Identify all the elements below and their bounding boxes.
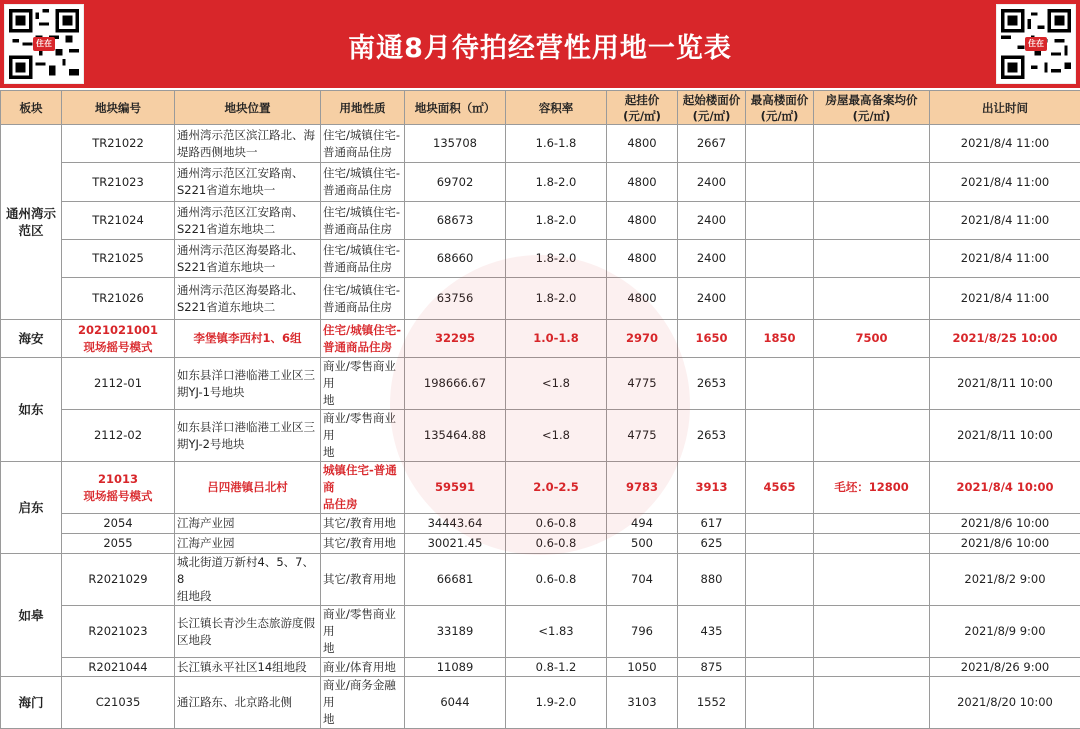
table-row [1, 677, 1080, 729]
start-price-cell: 4775 [607, 410, 678, 462]
lot-area-cell: 69702 [405, 163, 506, 202]
start-price-cell: 4800 [607, 163, 678, 202]
max-record-price-cell [814, 358, 930, 410]
land-usage-cell: 其它/教育用地 [321, 554, 405, 606]
max-record-price-cell [814, 163, 930, 202]
land-table-container [0, 90, 1080, 681]
table-row [1, 658, 1080, 677]
qr-logo-badge: 住在 [1025, 37, 1047, 51]
lot-id-cell: TR21022 [62, 125, 175, 163]
land-usage-cell: 住宅/城镇住宅- 普通商品住房 [321, 202, 405, 240]
auction-time-cell: 2021/8/11 10:00 [930, 358, 1080, 410]
lot-id-cell: R2021023 [62, 606, 175, 658]
max-floor-price-cell [746, 514, 814, 534]
lot-location-cell: 长江镇永平社区14组地段 [175, 658, 321, 677]
column-header: 最高楼面价 (元/㎡) [746, 91, 814, 125]
table-row [1, 554, 1080, 606]
land-usage-cell: 城镇住宅-普通商 品住房 [321, 462, 405, 514]
column-header: 房屋最高备案均价 (元/㎡) [814, 91, 930, 125]
land-usage-cell: 商业/商务金融用 地 [321, 677, 405, 729]
lot-id-cell: 2054 [62, 514, 175, 534]
table-row [1, 514, 1080, 534]
land-usage-cell: 商业/零售商业用 地 [321, 410, 405, 462]
land-usage-cell: 住宅/城镇住宅- 普通商品住房 [321, 163, 405, 202]
table-row [1, 163, 1080, 202]
start-floor-price-cell: 1552 [678, 677, 746, 729]
lot-id-cell: TR21023 [62, 163, 175, 202]
plot-ratio-cell: 0.6-0.8 [506, 514, 607, 534]
max-floor-price-cell [746, 658, 814, 677]
start-floor-price-cell: 875 [678, 658, 746, 677]
max-record-price-cell [814, 202, 930, 240]
plot-ratio-cell: 0.6-0.8 [506, 534, 607, 554]
lot-area-cell: 63756 [405, 278, 506, 320]
column-header: 用地性质 [321, 91, 405, 125]
lot-location-cell: 如东县洋口港临港工业区三 期YJ-2号地块 [175, 410, 321, 462]
start-price-cell: 2970 [607, 320, 678, 358]
max-record-price-cell [814, 606, 930, 658]
auction-time-cell: 2021/8/25 10:00 [930, 320, 1080, 358]
land-usage-cell: 住宅/城镇住宅- 普通商品住房 [321, 278, 405, 320]
auction-time-cell: 2021/8/4 11:00 [930, 125, 1080, 163]
header-banner [0, 0, 1080, 88]
auction-time-cell: 2021/8/4 10:00 [930, 462, 1080, 514]
auction-time-cell: 2021/8/26 9:00 [930, 658, 1080, 677]
lot-location-cell: 长江镇长青沙生态旅游度假 区地段 [175, 606, 321, 658]
max-record-price-cell [814, 125, 930, 163]
plot-ratio-cell: 2.0-2.5 [506, 462, 607, 514]
auction-time-cell: 2021/8/11 10:00 [930, 410, 1080, 462]
region-cell: 海安 [1, 320, 62, 358]
table-row [1, 320, 1080, 358]
start-floor-price-cell: 2400 [678, 278, 746, 320]
start-floor-price-cell: 2400 [678, 202, 746, 240]
lot-area-cell: 135464.88 [405, 410, 506, 462]
region-cell: 如东 [1, 358, 62, 462]
max-floor-price-cell [746, 163, 814, 202]
start-floor-price-cell: 2400 [678, 240, 746, 278]
plot-ratio-cell: <1.8 [506, 358, 607, 410]
table-row [1, 606, 1080, 658]
auction-time-cell: 2021/8/4 11:00 [930, 163, 1080, 202]
qr-code-right-icon [996, 4, 1076, 84]
plot-ratio-cell: 1.8-2.0 [506, 163, 607, 202]
plot-ratio-cell: <1.8 [506, 410, 607, 462]
lot-id-cell: 2021021001 现场摇号模式 [62, 320, 175, 358]
max-record-price-cell [814, 514, 930, 534]
lot-area-cell: 59591 [405, 462, 506, 514]
start-price-cell: 704 [607, 554, 678, 606]
max-floor-price-cell [746, 554, 814, 606]
lot-area-cell: 34443.64 [405, 514, 506, 534]
lot-location-cell: 江海产业园 [175, 534, 321, 554]
max-floor-price-cell [746, 125, 814, 163]
start-floor-price-cell: 1650 [678, 320, 746, 358]
land-table [0, 90, 1080, 729]
max-floor-price-cell [746, 410, 814, 462]
max-record-price-cell [814, 534, 930, 554]
region-cell: 通州湾示 范区 [1, 125, 62, 320]
lot-area-cell: 30021.45 [405, 534, 506, 554]
lot-location-cell: 通州湾示范区滨江路北、海 堤路西侧地块一 [175, 125, 321, 163]
land-usage-cell: 其它/教育用地 [321, 514, 405, 534]
start-floor-price-cell: 3913 [678, 462, 746, 514]
max-floor-price-cell [746, 677, 814, 729]
lot-location-cell: 通江路东、北京路北侧 [175, 677, 321, 729]
auction-time-cell: 2021/8/4 11:00 [930, 278, 1080, 320]
land-usage-cell: 住宅/城镇住宅- 普通商品住房 [321, 125, 405, 163]
table-row [1, 534, 1080, 554]
max-record-price-cell: 7500 [814, 320, 930, 358]
lot-area-cell: 6044 [405, 677, 506, 729]
max-record-price-cell [814, 410, 930, 462]
start-floor-price-cell: 617 [678, 514, 746, 534]
column-header: 容积率 [506, 91, 607, 125]
max-floor-price-cell: 1850 [746, 320, 814, 358]
start-price-cell: 3103 [607, 677, 678, 729]
lot-area-cell: 11089 [405, 658, 506, 677]
plot-ratio-cell: 0.8-1.2 [506, 658, 607, 677]
auction-time-cell: 2021/8/6 10:00 [930, 514, 1080, 534]
land-usage-cell: 商业/零售商业用 地 [321, 606, 405, 658]
start-price-cell: 796 [607, 606, 678, 658]
region-cell: 海门 [1, 677, 62, 729]
max-record-price-cell [814, 658, 930, 677]
lot-location-cell: 通州湾示范区海晏路北、 S221省道东地块一 [175, 240, 321, 278]
auction-time-cell: 2021/8/20 10:00 [930, 677, 1080, 729]
start-price-cell: 4800 [607, 278, 678, 320]
max-record-price-cell [814, 677, 930, 729]
lot-area-cell: 68660 [405, 240, 506, 278]
max-record-price-cell: 毛坯：12800 [814, 462, 930, 514]
lot-location-cell: 通州湾示范区江安路南、 S221省道东地块二 [175, 202, 321, 240]
max-record-price-cell [814, 278, 930, 320]
plot-ratio-cell: 1.9-2.0 [506, 677, 607, 729]
lot-id-cell: R2021029 [62, 554, 175, 606]
lot-location-cell: 通州湾示范区海晏路北、 S221省道东地块二 [175, 278, 321, 320]
land-usage-cell: 其它/教育用地 [321, 534, 405, 554]
max-record-price-cell [814, 554, 930, 606]
max-floor-price-cell [746, 202, 814, 240]
start-floor-price-cell: 2400 [678, 163, 746, 202]
qr-logo-badge: 住在 [33, 37, 55, 51]
lot-location-cell: 江海产业园 [175, 514, 321, 534]
column-header: 地块位置 [175, 91, 321, 125]
table-row [1, 410, 1080, 462]
lot-id-cell: TR21024 [62, 202, 175, 240]
start-floor-price-cell: 435 [678, 606, 746, 658]
lot-location-cell: 吕四港镇吕北村 [175, 462, 321, 514]
max-floor-price-cell [746, 534, 814, 554]
lot-id-cell: 21013 现场摇号模式 [62, 462, 175, 514]
max-floor-price-cell: 4565 [746, 462, 814, 514]
table-row [1, 240, 1080, 278]
page-title: 南通8月待拍经营性用地一览表 [0, 26, 1080, 65]
lot-id-cell: 2055 [62, 534, 175, 554]
auction-time-cell: 2021/8/6 10:00 [930, 534, 1080, 554]
land-usage-cell: 商业/体育用地 [321, 658, 405, 677]
column-header: 板块 [1, 91, 62, 125]
plot-ratio-cell: <1.83 [506, 606, 607, 658]
table-body [1, 125, 1080, 729]
lot-location-cell: 通州湾示范区江安路南、 S221省道东地块一 [175, 163, 321, 202]
lot-location-cell: 李堡镇李西村1、6组 [175, 320, 321, 358]
plot-ratio-cell: 1.0-1.8 [506, 320, 607, 358]
start-price-cell: 494 [607, 514, 678, 534]
table-header-row [1, 91, 1080, 125]
column-header: 出让时间 [930, 91, 1080, 125]
auction-time-cell: 2021/8/9 9:00 [930, 606, 1080, 658]
table-row [1, 358, 1080, 410]
auction-time-cell: 2021/8/4 11:00 [930, 202, 1080, 240]
plot-ratio-cell: 0.6-0.8 [506, 554, 607, 606]
table-row [1, 202, 1080, 240]
plot-ratio-cell: 1.8-2.0 [506, 240, 607, 278]
max-floor-price-cell [746, 606, 814, 658]
plot-ratio-cell: 1.6-1.8 [506, 125, 607, 163]
column-header: 起始楼面价 (元/㎡) [678, 91, 746, 125]
start-price-cell: 4775 [607, 358, 678, 410]
auction-time-cell: 2021/8/4 11:00 [930, 240, 1080, 278]
land-usage-cell: 住宅/城镇住宅- 普通商品住房 [321, 320, 405, 358]
max-floor-price-cell [746, 240, 814, 278]
max-record-price-cell [814, 240, 930, 278]
lot-id-cell: C21035 [62, 677, 175, 729]
start-price-cell: 500 [607, 534, 678, 554]
column-header: 地块编号 [62, 91, 175, 125]
column-header: 地块面积（㎡） [405, 91, 506, 125]
auction-time-cell: 2021/8/2 9:00 [930, 554, 1080, 606]
start-price-cell: 4800 [607, 240, 678, 278]
lot-id-cell: R2021044 [62, 658, 175, 677]
plot-ratio-cell: 1.8-2.0 [506, 202, 607, 240]
lot-area-cell: 198666.67 [405, 358, 506, 410]
land-usage-cell: 商业/零售商业用 地 [321, 358, 405, 410]
start-floor-price-cell: 2667 [678, 125, 746, 163]
column-header: 起挂价 (元/㎡) [607, 91, 678, 125]
lot-area-cell: 68673 [405, 202, 506, 240]
table-row [1, 462, 1080, 514]
max-floor-price-cell [746, 278, 814, 320]
start-price-cell: 9783 [607, 462, 678, 514]
lot-id-cell: TR21026 [62, 278, 175, 320]
start-floor-price-cell: 2653 [678, 410, 746, 462]
lot-location-cell: 如东县洋口港临港工业区三 期YJ-1号地块 [175, 358, 321, 410]
lot-area-cell: 33189 [405, 606, 506, 658]
lot-area-cell: 66681 [405, 554, 506, 606]
start-price-cell: 1050 [607, 658, 678, 677]
start-price-cell: 4800 [607, 125, 678, 163]
lot-location-cell: 城北街道万新村4、5、7、8 组地段 [175, 554, 321, 606]
table-row [1, 125, 1080, 163]
start-floor-price-cell: 2653 [678, 358, 746, 410]
table-row [1, 278, 1080, 320]
lot-area-cell: 32295 [405, 320, 506, 358]
lot-id-cell: 2112-01 [62, 358, 175, 410]
plot-ratio-cell: 1.8-2.0 [506, 278, 607, 320]
start-floor-price-cell: 625 [678, 534, 746, 554]
lot-area-cell: 135708 [405, 125, 506, 163]
start-price-cell: 4800 [607, 202, 678, 240]
max-floor-price-cell [746, 358, 814, 410]
region-cell: 如皋 [1, 554, 62, 677]
lot-id-cell: TR21025 [62, 240, 175, 278]
region-cell: 启东 [1, 462, 62, 554]
start-floor-price-cell: 880 [678, 554, 746, 606]
lot-id-cell: 2112-02 [62, 410, 175, 462]
land-usage-cell: 住宅/城镇住宅- 普通商品住房 [321, 240, 405, 278]
